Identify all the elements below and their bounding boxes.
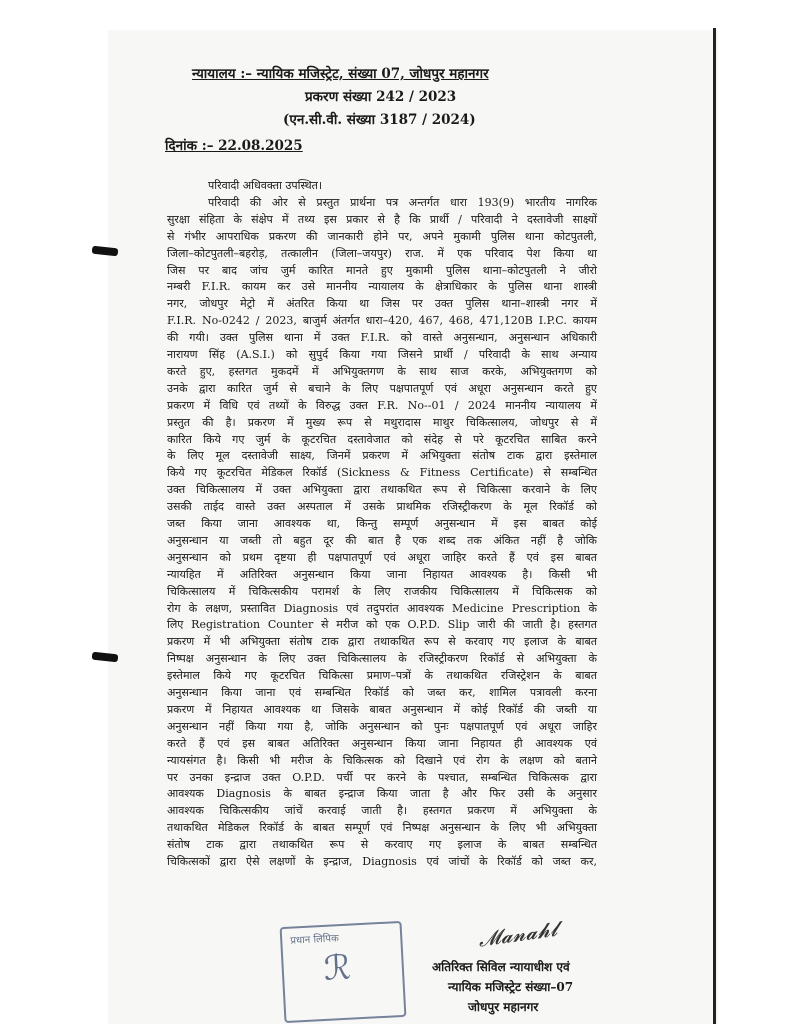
body-text-line: चिकित्सालय में चिकित्सकीय परामर्श के लिए राजकीय चिकित्सालय में चिकित्सक को [167, 584, 597, 598]
body-text-line: परिवादी अधिवक्ता उपस्थित। [208, 179, 323, 192]
ncv-number: (एन.सी.वी. संख्या 3187 / 2024) [283, 112, 476, 128]
seal-line-2: न्यायिक मजिस्ट्रेट संख्या–07 [448, 980, 574, 994]
body-text-line: जिला–कोटपुतली–बहरोड़, तत्कालीन (जिला–जयपुर) राज. में एक परिवाद पेश किया था [167, 246, 597, 260]
body-text-line: पर उनका इन्द्राज उक्त O.P.D. पर्ची पर करने के पश्चात, सम्बन्धित चिकित्सक द्वारा [167, 770, 597, 784]
body-text-line: प्रकरण में भी अभियुक्ता संतोष टाक द्वारा तथाकथित रूप से करवाए गए इलाज के बाबत [167, 635, 597, 649]
body-text-line: इस्तेमाल किये गए कूटरचित चिकित्सा प्रमाण–पत्रों के तथाकथित रजिस्ट्रेशन के बाबत [167, 669, 597, 683]
body-text-line: आवश्यक Diagnosis के बाबत इन्द्राज किया जाता है और फिर उसी के अनुसार [167, 787, 597, 801]
body-text-line: उनके द्वारा कारित जुर्म से बचाने के लिए पक्षपातपूर्ण एवं अधूरा अनुसन्धान करते हुए [167, 381, 597, 395]
seal-line-3: जोधपुर महानगर [468, 1000, 539, 1014]
body-text-line: संतोष टाक द्वारा तथाकथित रूप से करवाए गए इलाज के बाबत सम्बन्धित [167, 838, 597, 852]
body-text-line: प्रकरण में विधि एवं तथ्यों के विरुद्ध उक्त F.R. No--01 / 2024 माननीय न्यायालय में [167, 398, 597, 412]
body-text-line: करते हैं एवं इस बाबत अतिरिक्त अनुसन्धान किया जाना निहायत ही आवश्यक एवं [167, 736, 597, 750]
body-text-line: तथाकथित मेडिकल रिकॉर्ड के बाबत सम्पूर्ण एवं निष्पक्ष अनुसन्धान के लिए भी अभियुक्ता [167, 821, 597, 835]
body-text-line: प्रस्तुत की है। प्रकरण में मुख्य रूप से मथुरादास माथुर चिकित्सालय, जोधपुर से में [167, 415, 597, 429]
order-date: दिनांक :– 22.08.2025 [165, 138, 303, 154]
body-text-line: से गंभीर आपराधिक प्रकरण की जानकारी होने पर, अपने मुकामी पुलिस थाना कोटपुतली, [167, 229, 597, 243]
body-text-line: न्यायसंगत है। किसी भी मरीज के चिकित्सक को दिखाने एवं रोग के लक्षण को बताने [167, 753, 597, 767]
body-text-line: चिकित्सकों द्वारा ऐसे लक्षणों के इन्द्राज, Diagnosis एवं जांचों के रिकॉर्ड को जब्त कर, [167, 855, 597, 868]
body-text-line: नगर, जोधपुर मेट्रो में अंतरित किया था जिस पर उक्त पुलिस थाना–शास्त्री नगर में [167, 297, 597, 311]
page-edge-shadow [713, 28, 716, 1024]
body-text-line: किये गए कूटरचित मेडिकल रिकॉर्ड (Sickness & Fitness Certificate) से सम्बन्धित [167, 466, 597, 480]
body-text-line: उसकी ताईद वास्ते उक्त अस्पताल में उसके प्राथमिक रजिस्ट्रीकरण के मूल रिकॉर्ड को [167, 500, 597, 514]
body-text-line: नारायण सिंह (A.S.I.) को सुपुर्द किया गया जिसने प्रार्थी / परिवादी के साथ अन्याय [167, 348, 597, 361]
body-text-line: निष्पक्ष अनुसन्धान के लिए उक्त चिकित्सालय के रजिस्ट्रीकरण रिकॉर्ड से अभियुक्ता के [167, 652, 597, 666]
body-text-line: नम्बरी F.I.R. कायम कर उसे माननीय न्यायालय के क्षेत्राधिकार के पुलिस थाना शास्त्री [167, 280, 597, 294]
body-text-line: अनुसन्धान नहीं किया गया है, जोकि अनुसन्धान को पुनः पक्षपातपूर्ण एवं अधूरा जाहिर [167, 719, 597, 733]
office-stamp [280, 921, 407, 1023]
body-text-line: कारित किये गए जुर्म के कूटरचित दस्तावेजात को संदेह से परे कूटरचित साबित करने [167, 432, 597, 446]
body-text-line: सुरक्षा संहिता के संक्षेप में तथ्य इस प्रकार से है कि प्रार्थी / परिवादी ने दस्तावेजी साक्ष्यों [167, 212, 597, 226]
stamp-initials: ℛ [322, 947, 352, 989]
body-text-line: आवश्यक चिकित्सकीय जांचें करवाई जाती है। हस्तगत प्रकरण में अभियुक्ता के [167, 804, 597, 818]
body-text-line: लिए Registration Counter से मरीज को एक O.P.D. Slip जारी की जाती है। हस्तगत [167, 618, 597, 632]
seal-line-1: अतिरिक्त सिविल न्यायाधीश एवं [432, 960, 570, 974]
body-text-line: की गयी। उक्त पुलिस थाना में उक्त F.I.R. को वास्ते अनुसन्धान, अनुसन्धान अधिकारी [167, 331, 597, 345]
body-text-line: परिवादी की ओर से प्रस्तुत प्रार्थना पत्र अन्तर्गत धारा 193(9) भारतीय नागरिक [208, 195, 597, 209]
body-text-line: उक्त चिकित्सालय में उक्त अभियुक्ता द्वारा तथाकथित रूप से चिकित्सा करवाने के लिए [167, 483, 597, 497]
body-text-line: के लिए मूल दस्तावेजी साक्ष्य, जिनमें प्रकरण में अभियुक्ता संतोष टाक द्वारा इस्तेमाल [167, 449, 597, 463]
body-text-line: करते हुए, हस्तगत मुकदमें में अभियुक्तगण के साथ साज करके, अभियुक्तगण को [167, 364, 597, 378]
body-text-line: रोग के लक्षण, प्रस्तावित Diagnosis एवं तदुपरांत आवश्यक Medicine Prescription के [167, 601, 597, 615]
margin-mark [92, 246, 119, 257]
case-number: प्रकरण संख्या 242 / 2023 [305, 89, 457, 105]
body-text-line: जिस पर बाद जांच जुर्म कारित मानते हुए मुकामी पुलिस थाना–कोटपुतली ने जीरो [167, 263, 597, 277]
stamp-text: प्रधान लिपिक [290, 933, 340, 947]
signature: 𝓜𝓪𝓷𝓪𝓱𝓵 [476, 916, 559, 952]
body-text-line: अनुसन्धान को प्रथम दृष्टया ही पक्षपातपूर्ण एवं अधूरा जाहिर करते हैं एवं इस बाबत [167, 550, 597, 564]
body-text-line: प्रकरण में निहायत आवश्यक था जिसके बाबत अनुसन्धान में कोई रिकॉर्ड की जब्ती या [167, 702, 597, 716]
body-text-line: F.I.R. No-0242 / 2023, बाजुर्म अंतर्गत धारा–420, 467, 468, 471,120B I.P.C. कायम [167, 314, 597, 328]
court-title: न्यायालय :– न्यायिक मजिस्ट्रेट, संख्या 07, जोधपुर महानगर [192, 66, 489, 82]
body-text-line: न्यायहित में अतिरिक्त अनुसन्धान किया जाना निहायत आवश्यक है। किसी भी [167, 567, 597, 581]
body-text-line: जब्त किया जाना आवश्यक था, किन्तु सम्पूर्ण अनुसन्धान में इस बाबत कोई [167, 517, 597, 530]
margin-mark [92, 652, 119, 663]
body-text-line: अनुसन्धान या जब्ती तो बहुत दूर की बात है एक शब्द तक अंकित नहीं है जोकि [167, 533, 597, 547]
body-text-line: अनुसन्धान किया जाना एवं सम्बन्धित रिकॉर्ड को जब्त कर, शामिल पत्रावली करना [167, 686, 597, 699]
